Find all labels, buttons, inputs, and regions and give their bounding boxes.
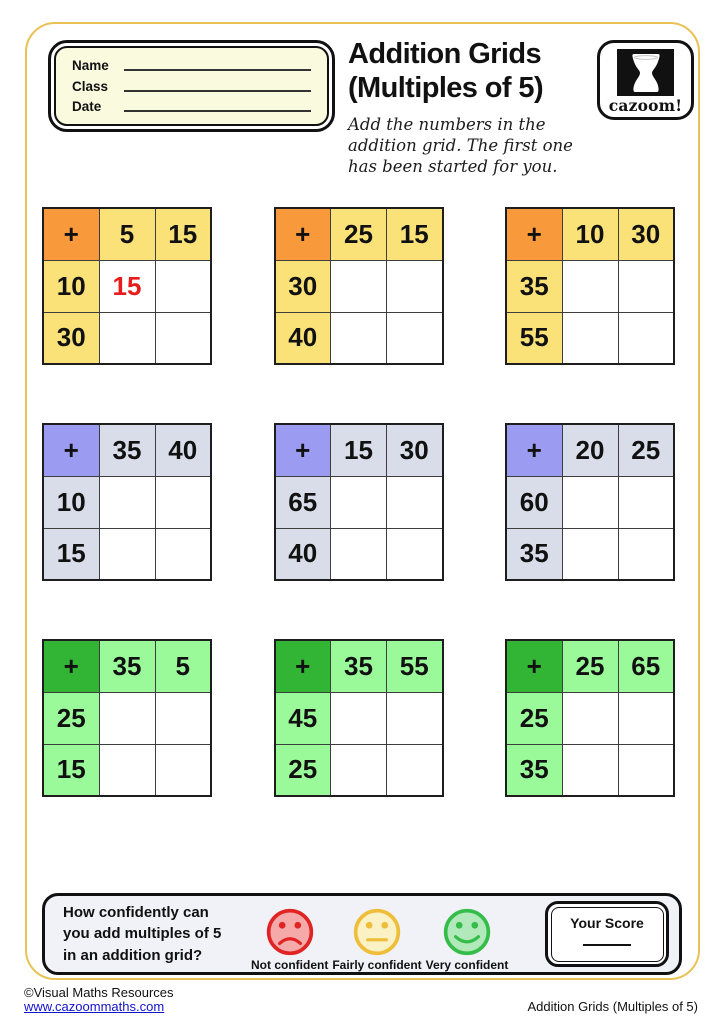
row-header-cell: 25: [506, 692, 562, 744]
grid-answer-cell-empty[interactable]: [155, 528, 211, 580]
operator-cell: +: [43, 640, 99, 692]
addition-grid-3: [505, 207, 675, 365]
confidence-option-label: Fairly confident: [332, 957, 422, 972]
class-field: [72, 79, 311, 94]
grid-answer-cell-empty[interactable]: [99, 692, 155, 744]
grid-answer-cell-empty[interactable]: [155, 476, 211, 528]
grid-answer-cell-empty[interactable]: [387, 260, 443, 312]
addition-grid-2: [274, 207, 444, 365]
operator-cell: +: [275, 208, 331, 260]
row-header-cell: 40: [275, 312, 331, 364]
grid-answer-cell-empty[interactable]: [618, 528, 674, 580]
grid-answer-cell-empty[interactable]: [331, 312, 387, 364]
addition-grid-7: [42, 639, 212, 797]
column-header-cell: 15: [331, 424, 387, 476]
neutral-face-icon: [352, 907, 402, 957]
grid-answer-cell-empty[interactable]: [387, 744, 443, 796]
grid-answer-cell-empty[interactable]: [618, 260, 674, 312]
grid-answer-cell-empty[interactable]: [331, 528, 387, 580]
grid-answer-cell-empty[interactable]: [562, 476, 618, 528]
grid-answer-cell-empty[interactable]: [99, 528, 155, 580]
grid-answer-cell-empty[interactable]: [387, 476, 443, 528]
operator-cell: +: [506, 640, 562, 692]
row-header-cell: 60: [506, 476, 562, 528]
date-label: Date: [72, 99, 102, 114]
grid-answer-cell-empty[interactable]: [155, 312, 211, 364]
grid-answer-cell-empty[interactable]: [618, 692, 674, 744]
column-header-cell: 25: [562, 640, 618, 692]
column-header-cell: 30: [618, 208, 674, 260]
grid-answer-cell-empty[interactable]: [331, 692, 387, 744]
column-header-cell: 20: [562, 424, 618, 476]
drum-icon: [617, 49, 674, 96]
sad-face-icon: [265, 907, 315, 957]
footer-worksheet-name: Addition Grids (Multiples of 5): [527, 999, 698, 1014]
row-header-cell: 55: [506, 312, 562, 364]
grid-answer-cell-empty[interactable]: [331, 476, 387, 528]
confidence-option-sad[interactable]: [251, 907, 328, 972]
grid-answer-cell-filled[interactable]: 15: [99, 260, 155, 312]
footer-left: [24, 986, 174, 1015]
footer-website-link[interactable]: www.cazoommaths.com: [24, 999, 165, 1015]
class-label: Class: [72, 78, 109, 94]
column-header-cell: 15: [155, 208, 211, 260]
column-header-cell: 5: [155, 640, 211, 692]
confidence-question-line3: in an addition grid?: [63, 946, 203, 964]
confidence-option-label: Not confident: [251, 957, 329, 972]
instructions: [348, 115, 600, 178]
column-header-cell: 55: [387, 640, 443, 692]
student-info-box: [48, 40, 335, 132]
column-header-cell: 65: [618, 640, 674, 692]
title-block: [348, 38, 600, 178]
operator-cell: +: [506, 208, 562, 260]
score-box-inner: [551, 907, 664, 962]
page-title-line2: (Multiples of 5): [348, 71, 544, 104]
confidence-options: [251, 907, 508, 972]
score-label: Your Score: [570, 914, 644, 931]
column-header-cell: 5: [99, 208, 155, 260]
operator-cell: +: [275, 424, 331, 476]
student-info-box-inner: [54, 46, 329, 126]
row-header-cell: 10: [43, 476, 99, 528]
row-header-cell: 65: [275, 476, 331, 528]
confidence-question-line2: you add multiples of 5: [63, 925, 222, 943]
operator-cell: +: [43, 208, 99, 260]
confidence-question: [63, 902, 239, 966]
footer-copyright: ©Visual Maths Resources: [24, 985, 174, 1000]
instructions-line2: addition grid. The first one: [348, 135, 573, 155]
grid-answer-cell-empty[interactable]: [618, 476, 674, 528]
row-header-cell: 35: [506, 260, 562, 312]
confidence-question-line1: How confidently can: [63, 904, 209, 922]
grid-answer-cell-empty[interactable]: [618, 312, 674, 364]
grid-answer-cell-empty[interactable]: [562, 744, 618, 796]
grid-answer-cell-empty[interactable]: [99, 312, 155, 364]
instructions-line3: has been started for you.: [348, 156, 558, 176]
name-label: Name: [72, 58, 109, 73]
column-header-cell: 25: [331, 208, 387, 260]
row-header-cell: 15: [43, 744, 99, 796]
operator-cell: +: [506, 424, 562, 476]
column-header-cell: 15: [387, 208, 443, 260]
operator-cell: +: [43, 424, 99, 476]
score-box: [545, 901, 669, 967]
addition-grid-5: [274, 423, 444, 581]
cazoom-logo: [597, 40, 694, 120]
grid-answer-cell-empty[interactable]: [562, 528, 618, 580]
grids-section: [42, 207, 675, 855]
grid-answer-cell-empty[interactable]: [99, 744, 155, 796]
grid-answer-cell-empty[interactable]: [387, 312, 443, 364]
grid-answer-cell-empty[interactable]: [331, 260, 387, 312]
confidence-option-happy[interactable]: [426, 907, 509, 972]
row-header-cell: 15: [43, 528, 99, 580]
addition-grid-9: [505, 639, 675, 797]
name-input-line[interactable]: [124, 58, 311, 71]
score-input-line[interactable]: [583, 944, 631, 946]
grid-answer-cell-empty[interactable]: [331, 744, 387, 796]
grid-answer-cell-empty[interactable]: [155, 744, 211, 796]
grid-answer-cell-empty[interactable]: [155, 692, 211, 744]
confidence-option-neutral[interactable]: [332, 907, 421, 972]
row-header-cell: 25: [275, 744, 331, 796]
column-header-cell: 40: [155, 424, 211, 476]
row-header-cell: 10: [43, 260, 99, 312]
addition-grid-1: [42, 207, 212, 365]
class-input-line[interactable]: [124, 79, 311, 92]
page-title-line1: Addition Grids: [348, 38, 541, 70]
column-header-cell: 35: [99, 424, 155, 476]
row-header-cell: 40: [275, 528, 331, 580]
row-header-cell: 35: [506, 744, 562, 796]
instructions-line1: Add the numbers in the: [348, 114, 546, 134]
grid-answer-cell-empty[interactable]: [99, 476, 155, 528]
column-header-cell: 10: [562, 208, 618, 260]
grid-answer-cell-empty[interactable]: [387, 528, 443, 580]
column-header-cell: 30: [387, 424, 443, 476]
grid-answer-cell-empty[interactable]: [562, 692, 618, 744]
row-header-cell: 25: [43, 692, 99, 744]
grid-answer-cell-empty[interactable]: [562, 260, 618, 312]
column-header-cell: 35: [331, 640, 387, 692]
addition-grid-4: [42, 423, 212, 581]
column-header-cell: 35: [99, 640, 155, 692]
logo-wordmark: cazoom!: [608, 96, 683, 115]
happy-face-icon: [442, 907, 492, 957]
row-header-cell: 30: [275, 260, 331, 312]
addition-grid-8: [274, 639, 444, 797]
row-header-cell: 45: [275, 692, 331, 744]
grid-answer-cell-empty[interactable]: [618, 744, 674, 796]
confidence-option-label: Very confident: [425, 957, 509, 972]
date-input-line[interactable]: [124, 99, 311, 112]
row-header-cell: 35: [506, 528, 562, 580]
grid-answer-cell-empty[interactable]: [387, 692, 443, 744]
operator-cell: +: [275, 640, 331, 692]
date-field: [72, 99, 311, 114]
confidence-bar: [42, 893, 682, 975]
name-field: [72, 58, 311, 73]
grid-answer-cell-empty[interactable]: [155, 260, 211, 312]
grid-answer-cell-empty[interactable]: [562, 312, 618, 364]
row-header-cell: 30: [43, 312, 99, 364]
addition-grid-6: [505, 423, 675, 581]
column-header-cell: 25: [618, 424, 674, 476]
